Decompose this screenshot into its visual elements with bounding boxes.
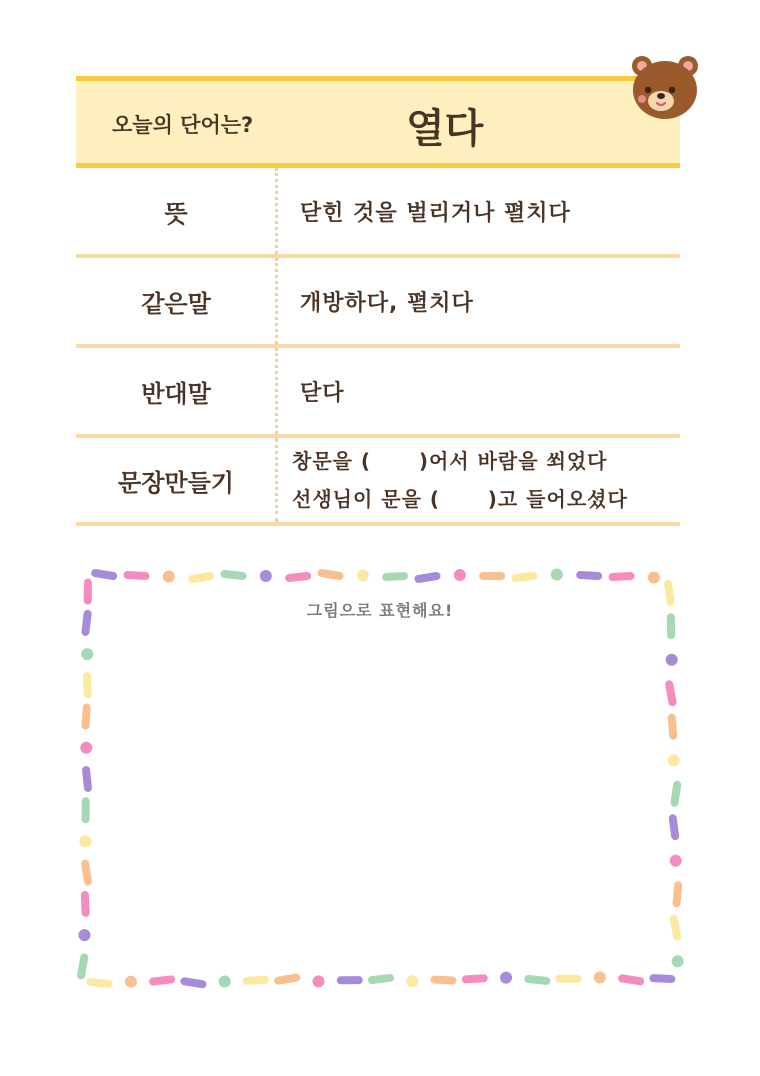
frame-dash xyxy=(247,980,265,981)
frame-dash xyxy=(528,979,546,981)
frame-dot xyxy=(357,570,369,582)
frame-dash xyxy=(85,864,88,882)
frame-dot xyxy=(163,571,175,583)
sentence-line: 선생님이 문을 ( )고 들어오셨다 xyxy=(292,487,628,511)
sentence-line: 창문을 ( )어서 바람을 쐬었다 xyxy=(292,449,608,473)
frame-dash xyxy=(85,895,86,913)
drawing-frame[interactable] xyxy=(66,562,690,994)
frame-dash xyxy=(289,576,307,578)
frame-dot xyxy=(670,855,682,867)
frame-dot xyxy=(454,569,466,581)
frame-dot xyxy=(260,570,272,582)
frame-dash xyxy=(91,982,109,984)
antonym-text: 닫다 xyxy=(300,380,345,406)
frame-dash xyxy=(672,718,673,736)
frame-dash xyxy=(153,979,171,981)
frame-dash xyxy=(580,575,598,576)
frame-dash xyxy=(419,576,437,579)
frame-dash xyxy=(372,978,390,980)
frame-dash xyxy=(278,978,296,981)
column-divider xyxy=(275,348,278,434)
frame-dash xyxy=(86,708,87,726)
frame-dot xyxy=(672,955,684,967)
frame-dash xyxy=(128,575,146,576)
header-label: 오늘의 단어는? xyxy=(112,113,254,137)
frame-dash xyxy=(225,574,243,576)
frame-dash xyxy=(677,885,679,903)
frame-dash xyxy=(386,576,404,577)
frame-dash xyxy=(669,684,672,702)
row-key: 같은말 xyxy=(141,289,211,318)
frame-dot xyxy=(81,648,93,660)
today-word: 열다 xyxy=(406,106,484,152)
frame-dot xyxy=(80,742,92,754)
frame-dash xyxy=(86,770,88,788)
frame-dash xyxy=(87,676,88,694)
frame-dot xyxy=(551,569,563,581)
row-value xyxy=(300,348,680,434)
frame-dash xyxy=(653,978,671,979)
table-row-antonym xyxy=(76,348,680,438)
row-key: 뜻 xyxy=(164,199,188,228)
frame-dash xyxy=(435,980,453,981)
frame-dash xyxy=(622,978,640,981)
synonym-text: 개방하다, 펼치다 xyxy=(300,290,474,316)
frame-dot xyxy=(79,835,91,847)
frame-dot xyxy=(594,972,606,984)
table-row-meaning xyxy=(76,168,680,258)
frame-dash xyxy=(95,573,113,576)
row-value xyxy=(292,438,680,522)
frame-dot xyxy=(219,976,231,988)
column-divider xyxy=(275,258,278,344)
word-info-table xyxy=(76,168,680,526)
frame-dash xyxy=(192,576,210,579)
word-header xyxy=(76,76,680,168)
frame-dash xyxy=(516,576,534,578)
bear-face-icon xyxy=(628,50,702,124)
table-row-sentences xyxy=(76,438,680,526)
frame-dot xyxy=(648,572,660,584)
drawing-caption: 그림으로 표현해요! xyxy=(306,601,454,620)
frame-dot xyxy=(500,972,512,984)
frame-dot xyxy=(666,654,678,666)
frame-dash xyxy=(184,981,202,984)
frame-dash xyxy=(613,576,631,577)
frame-dot xyxy=(406,975,418,987)
frame-dot xyxy=(668,754,680,766)
frame-dash xyxy=(674,919,677,937)
column-divider xyxy=(275,438,278,522)
frame-dot xyxy=(312,975,324,987)
column-divider xyxy=(275,168,278,254)
frame-dot xyxy=(125,976,137,988)
frame-dash xyxy=(673,818,675,836)
row-value xyxy=(300,168,680,254)
row-key: 반대말 xyxy=(141,379,211,408)
frame-dot xyxy=(78,929,90,941)
row-key: 문장만들기 xyxy=(118,468,234,497)
frame-dash xyxy=(322,573,340,576)
frame-dash xyxy=(675,785,678,803)
row-value xyxy=(300,258,680,344)
frame-dash xyxy=(466,978,484,979)
table-row-synonym xyxy=(76,258,680,348)
meaning-text: 닫힌 것을 벌리거나 펼치다 xyxy=(300,200,571,226)
frame-dash xyxy=(81,957,84,975)
